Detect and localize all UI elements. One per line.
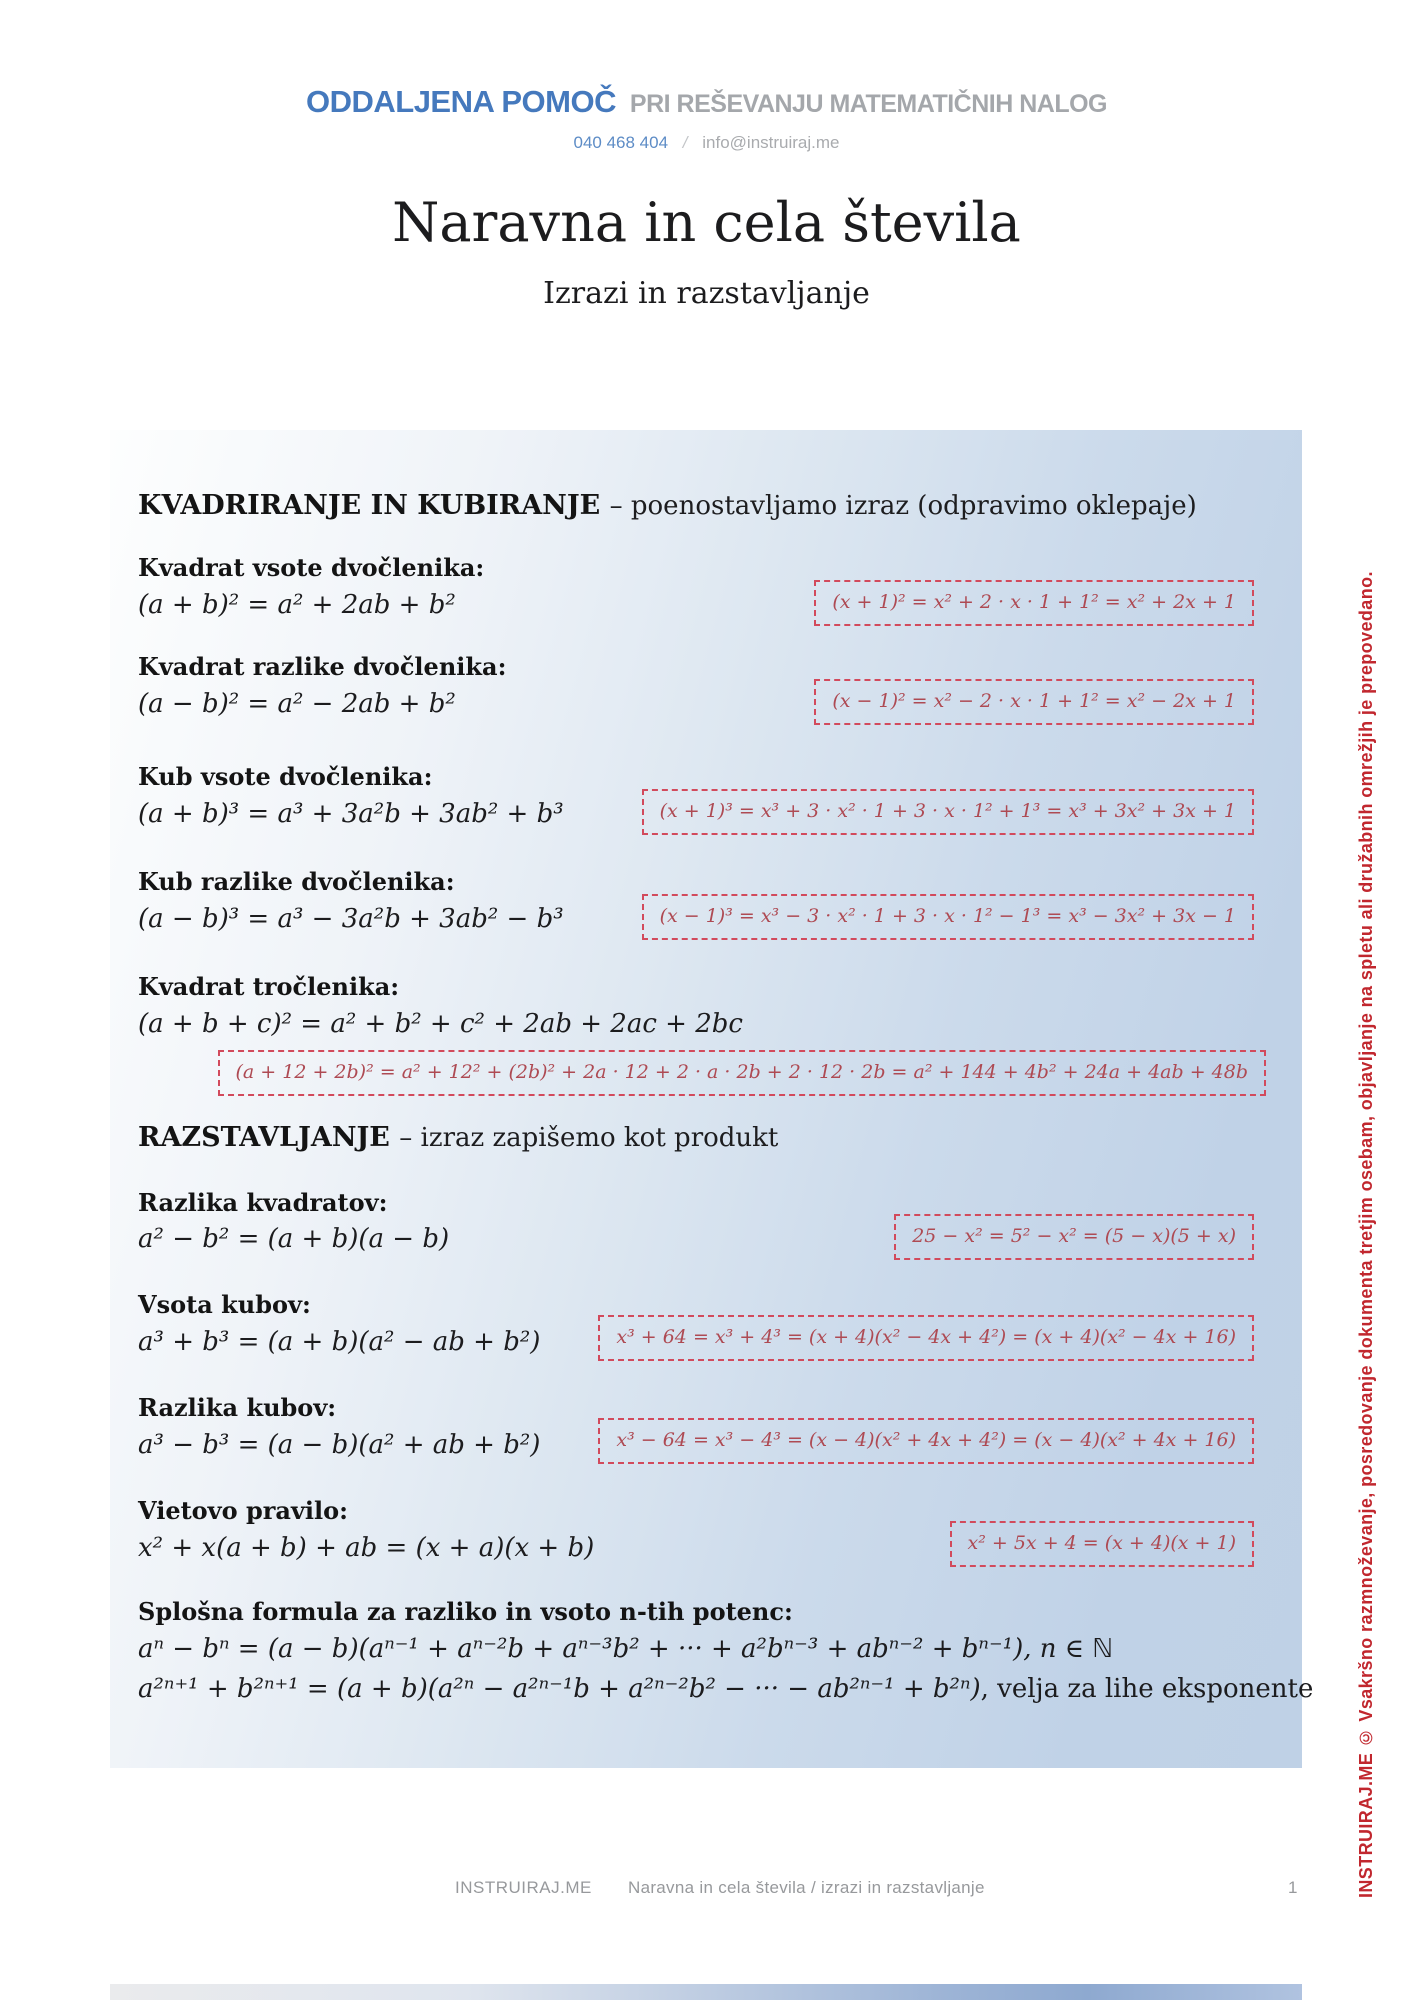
footer-page-number: 1: [1288, 1878, 1298, 1897]
section-heading-note: – izraz zapišemo kot produkt: [399, 1123, 779, 1153]
formula-label: Razlika kvadratov:: [138, 1188, 388, 1217]
formula-text: (a + b)² = a² + 2ab + b²: [138, 590, 456, 620]
page-title: Naravna in cela števila: [392, 191, 1021, 254]
section-heading-text: KVADRIRANJE IN KUBIRANJE: [138, 490, 601, 521]
example-box: x³ + 64 = x³ + 4³ = (x + 4)(x² − 4x + 4²) = (x + 4)(x² − 4x + 16): [598, 1315, 1254, 1361]
example-box: (x + 1)² = x² + 2 · x · 1 + 1² = x² + 2x + 1: [814, 580, 1254, 626]
formula-label: Kvadrat tročlenika:: [138, 972, 400, 1001]
footer-doc-title: Naravna in cela števila / izrazi in razstavljanje: [628, 1878, 985, 1897]
general-formula-label: Splošna formula za razliko in vsoto n-tih potenc:: [138, 1597, 793, 1626]
section-heading-note: – poenostavljamo izraz (odpravimo oklepaje): [609, 491, 1197, 521]
example-box: (a + 12 + 2b)² = a² + 12² + (2b)² + 2a · 12 + 2 · a · 2b + 2 · 12 · 2b = a² + 144 + 4b² + 24a + 4ab + 48b: [218, 1050, 1266, 1096]
page-subtitle: Izrazi in razstavljanje: [543, 276, 870, 311]
example-box: (x + 1)³ = x³ + 3 · x² · 1 + 3 · x · 1² + 1³ = x³ + 3x² + 3x + 1: [642, 789, 1254, 835]
general-formula-line-2-math: a²ⁿ⁺¹ + b²ⁿ⁺¹ = (a + b)(a²ⁿ − a²ⁿ⁻¹b + a²ⁿ⁻²b² − ··· − ab²ⁿ⁻¹ + b²ⁿ): [138, 1674, 981, 1704]
section-heading-text: RAZSTAVLJANJE: [138, 1122, 390, 1153]
formula-text: (a + b + c)² = a² + b² + c² + 2ab + 2ac + 2bc: [138, 1009, 743, 1039]
header-email: info@instruiraj.me: [702, 133, 840, 152]
bottom-page-strip: [110, 1984, 1302, 2000]
formula-label: Kvadrat razlike dvočlenika:: [138, 652, 507, 681]
content-panel: [110, 430, 1314, 1768]
header-contact-line: [0, 133, 1413, 153]
copyright-side-note: INSTRUIRAJ.ME © Vsakršno razmnoževanje, posredovanje dokumenta tretjim osebam, objavljanje na spletu ali družabnih omrežjih je prepovedano.: [1356, 571, 1376, 1898]
general-formula-line-2: [138, 1674, 1313, 1704]
formula-text: (a − b)² = a² − 2ab + b²: [138, 689, 456, 719]
example-box: x² + 5x + 4 = (x + 4)(x + 1): [950, 1521, 1254, 1567]
formula-label: Razlika kubov:: [138, 1393, 337, 1422]
example-box: (x − 1)³ = x³ − 3 · x² · 1 + 3 · x · 1² − 1³ = x³ − 3x² + 3x − 1: [642, 894, 1254, 940]
general-formula-line-2-note: , velja za lihe eksponente: [980, 1674, 1314, 1704]
section-heading-razstavljanje: [138, 1122, 778, 1153]
formula-text: a² − b² = (a + b)(a − b): [138, 1224, 450, 1254]
formula-text: a³ + b³ = (a + b)(a² − ab + b²): [138, 1327, 541, 1357]
formula-label: Kub vsote dvočlenika:: [138, 762, 433, 791]
formula-label: Vsota kubov:: [138, 1290, 311, 1319]
formula-text: (a − b)³ = a³ − 3a²b + 3ab² − b³: [138, 904, 564, 934]
example-box: 25 − x² = 5² − x² = (5 − x)(5 + x): [894, 1214, 1254, 1260]
general-formula-line-1: aⁿ − bⁿ = (a − b)(aⁿ⁻¹ + aⁿ⁻²b + aⁿ⁻³b² + ··· + a²bⁿ⁻³ + abⁿ⁻² + bⁿ⁻¹), n ∈ ℕ: [138, 1634, 1114, 1664]
formula-label: Kvadrat vsote dvočlenika:: [138, 553, 485, 582]
header-brand: ODDALJENA POMOČ: [305, 84, 616, 119]
section-heading-kvadriranje: [138, 490, 1197, 521]
formula-label: Kub razlike dvočlenika:: [138, 867, 455, 896]
footer-brand: INSTRUIRAJ.ME: [455, 1878, 592, 1897]
example-box: (x − 1)² = x² − 2 · x · 1 + 1² = x² − 2x + 1: [814, 679, 1254, 725]
example-box: x³ − 64 = x³ − 4³ = (x − 4)(x² + 4x + 4²) = (x − 4)(x² + 4x + 16): [598, 1418, 1254, 1464]
formula-text: a³ − b³ = (a − b)(a² + ab + b²): [138, 1430, 541, 1460]
header-tagline: PRI REŠEVANJU MATEMATIČNIH NALOG: [629, 90, 1107, 118]
header-separator: /: [682, 133, 688, 152]
formula-label: Vietovo pravilo:: [138, 1496, 349, 1525]
header-phone: 040 468 404: [573, 133, 669, 152]
formula-text: x² + x(a + b) + ab = (x + a)(x + b): [138, 1533, 595, 1563]
formula-text: (a + b)³ = a³ + 3a²b + 3ab² + b³: [138, 799, 564, 829]
header-line: [0, 84, 1413, 120]
